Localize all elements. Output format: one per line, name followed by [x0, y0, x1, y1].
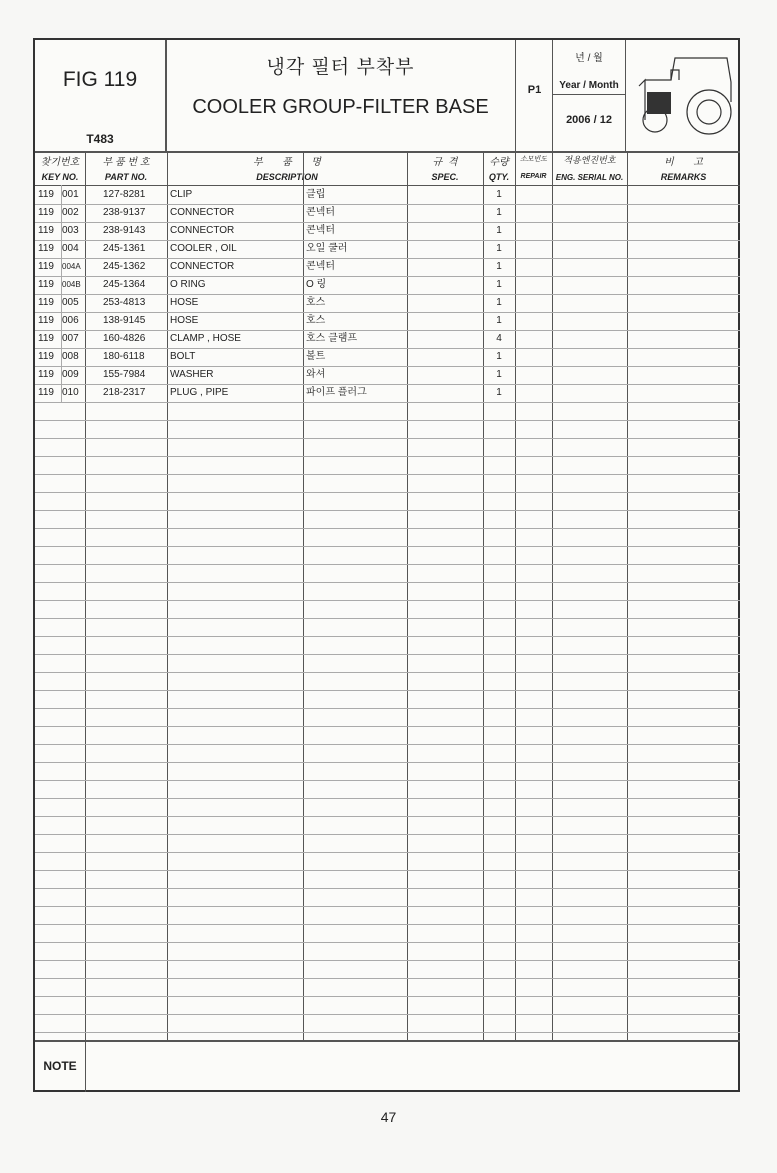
grid-line [35, 276, 740, 277]
serial-header: ENG. SERIAL NO. [555, 173, 624, 182]
description-header: DESCRIPTION [256, 172, 318, 182]
description-ko-cell: 호스 [306, 297, 326, 308]
grid-line [35, 384, 740, 385]
grid-line [35, 185, 740, 186]
description-en-cell: O RING [170, 279, 206, 290]
fig-cell: 119 [38, 369, 54, 380]
serial-header-ko: 적용엔진번호 [563, 155, 616, 165]
key-no-cell: 001 [62, 189, 79, 200]
grid-line [35, 240, 740, 241]
part-no-cell: 238-9137 [103, 207, 146, 218]
description-ko-cell: 콘넥터 [306, 207, 335, 218]
page-number: 47 [380, 1109, 397, 1125]
description-en-cell: COOLER , OIL [170, 243, 237, 254]
grid-line [35, 1032, 740, 1033]
description-en-cell: CLIP [170, 189, 193, 200]
grid-line [165, 40, 167, 151]
description-en-cell: BOLT [170, 351, 196, 362]
fig-cell: 119 [38, 207, 54, 218]
description-ko-cell: 콘넥터 [306, 225, 335, 236]
grid-line [35, 708, 740, 709]
key-no-header: KEY NO. [41, 172, 79, 182]
fig-cell: 119 [38, 243, 54, 254]
grid-line [35, 1040, 740, 1042]
grid-line [85, 1040, 86, 1092]
key-no-cell: 006 [62, 315, 79, 326]
part-no-header: PART NO. [104, 172, 148, 182]
grid-line [35, 654, 740, 655]
grid-line [35, 151, 740, 153]
grid-line [35, 582, 740, 583]
grid-line [35, 816, 740, 817]
repair-header-ko: 소모빈도 [519, 156, 548, 163]
description-en-cell: HOSE [170, 315, 199, 326]
grid-line [35, 564, 740, 565]
qty-cell: 1 [496, 189, 502, 200]
part-no-header-ko: 부 품 번 호 [102, 157, 150, 168]
qty-cell: 1 [496, 297, 502, 308]
fig-cell: 119 [38, 297, 54, 308]
qty-header-ko: 수량 [489, 157, 509, 168]
key-no-header-ko: 찾기번호 [40, 157, 80, 168]
fig-cell: 119 [38, 333, 54, 344]
year-month-label-korean: 년 / 월 [575, 53, 603, 64]
part-no-cell: 180-6118 [103, 351, 145, 362]
title-english: COOLER GROUP-FILTER BASE [192, 96, 489, 118]
year-month-label: Year / Month [559, 80, 619, 91]
grid-line [35, 996, 740, 997]
part-no-cell: 218-2317 [103, 387, 146, 398]
qty-cell: 1 [496, 207, 502, 218]
key-no-cell: 009 [62, 369, 79, 380]
fig-cell: 119 [38, 351, 54, 362]
part-no-cell: 253-4813 [103, 297, 146, 308]
grid-line [35, 906, 740, 907]
key-no-cell: 007 [62, 333, 79, 344]
description-en-cell: CONNECTOR [170, 261, 235, 272]
qty-header: QTY. [488, 172, 510, 182]
figure-number: FIG 119 [62, 68, 138, 91]
grid-line [35, 762, 740, 763]
grid-line [35, 942, 740, 943]
description-ko-cell: 콘넥터 [306, 261, 335, 272]
spec-header-ko: 규 격 [432, 157, 458, 168]
grid-line [35, 492, 740, 493]
grid-line [35, 690, 740, 691]
grid-line [35, 834, 740, 835]
key-no-cell: 002 [62, 207, 79, 218]
part-no-cell: 245-1362 [103, 261, 146, 272]
fig-cell: 119 [38, 279, 54, 290]
grid-line [35, 528, 740, 529]
grid-line [35, 402, 740, 403]
fig-cell: 119 [38, 261, 54, 272]
key-no-cell: 010 [62, 387, 79, 398]
grid-line [35, 870, 740, 871]
qty-cell: 1 [496, 351, 502, 362]
description-ko-cell: O 링 [306, 279, 327, 290]
description-ko-cell: 파이프 플러그 [306, 387, 367, 398]
remarks-header: REMARKS [660, 172, 707, 182]
key-no-cell: 004A [62, 262, 81, 271]
part-no-cell: 245-1364 [103, 279, 146, 290]
grid-line [35, 222, 740, 223]
description-ko-cell: 볼트 [306, 351, 326, 362]
grid-line [35, 600, 740, 601]
title-korean: 냉각 필터 부착부 [266, 57, 415, 78]
remarks-header-ko: 비 고 [664, 157, 703, 168]
grid-line [35, 330, 740, 331]
grid-line [552, 94, 625, 95]
grid-line [35, 1014, 740, 1015]
grid-line [35, 348, 740, 349]
part-no-cell: 160-4826 [103, 333, 146, 344]
part-no-cell: 138-9145 [103, 315, 146, 326]
grid-line [35, 456, 740, 457]
grid-line [35, 204, 740, 205]
fig-cell: 119 [38, 225, 54, 236]
description-en-cell: PLUG , PIPE [170, 387, 229, 398]
description-ko-cell: 오일 쿨러 [306, 243, 348, 254]
description-ko-cell: 호스 클램프 [306, 333, 358, 344]
repair-header: REPAIR [520, 173, 547, 180]
tractor-icon [631, 50, 737, 142]
grid-line [35, 618, 740, 619]
spec-header: SPEC. [431, 172, 459, 182]
description-en-cell: CONNECTOR [170, 207, 235, 218]
parts-sheet [33, 38, 740, 1092]
grid-line [625, 40, 626, 151]
key-no-cell: 004 [62, 243, 79, 254]
qty-cell: 1 [496, 279, 502, 290]
grid-line [35, 258, 740, 259]
qty-cell: 1 [496, 261, 502, 272]
key-no-cell: 005 [62, 297, 79, 308]
description-en-cell: CONNECTOR [170, 225, 235, 236]
description-en-cell: HOSE [170, 297, 199, 308]
description-en-cell: WASHER [170, 369, 214, 380]
qty-cell: 1 [496, 315, 502, 326]
key-no-cell: 003 [62, 225, 79, 236]
description-ko-cell: 클립 [306, 189, 326, 200]
grid-line [35, 294, 740, 295]
part-no-cell: 127-8281 [103, 189, 146, 200]
grid-line [35, 546, 740, 547]
description-en-cell: CLAMP , HOSE [170, 333, 241, 344]
grid-line [35, 798, 740, 799]
grid-line [35, 744, 740, 745]
note-label: NOTE [43, 1059, 77, 1073]
grid-line [35, 672, 740, 673]
fig-cell: 119 [38, 387, 54, 398]
grid-line [35, 888, 740, 889]
grid-line [35, 726, 740, 727]
grid-line [552, 40, 553, 151]
grid-line [35, 780, 740, 781]
grid-line [35, 438, 740, 439]
part-no-cell: 238-9143 [103, 225, 146, 236]
key-no-cell: 008 [62, 351, 79, 362]
year-month-value: 2006 / 12 [566, 114, 612, 126]
grid-line [35, 924, 740, 925]
grid-line [35, 960, 740, 961]
description-ko-cell: 호스 [306, 315, 326, 326]
model-code: T483 [86, 132, 114, 146]
fig-cell: 119 [38, 189, 54, 200]
qty-cell: 1 [496, 369, 502, 380]
part-no-cell: 155-7984 [103, 369, 146, 380]
grid-line [35, 420, 740, 421]
grid-line [35, 510, 740, 511]
grid-line [35, 852, 740, 853]
grid-line [35, 366, 740, 367]
grid-line [515, 40, 516, 151]
fig-cell: 119 [38, 315, 54, 326]
grid-line [35, 312, 740, 313]
grid-line [35, 636, 740, 637]
grid-line [35, 474, 740, 475]
part-no-cell: 245-1361 [103, 243, 146, 254]
qty-cell: 1 [496, 387, 502, 398]
description-header-ko: 부 품 명 [253, 157, 321, 168]
key-no-cell: 004B [62, 280, 81, 289]
qty-cell: 1 [496, 225, 502, 236]
grid-line [35, 978, 740, 979]
page-code: P1 [527, 84, 542, 96]
qty-cell: 4 [496, 333, 502, 344]
qty-cell: 1 [496, 243, 502, 254]
description-ko-cell: 와셔 [306, 369, 326, 380]
